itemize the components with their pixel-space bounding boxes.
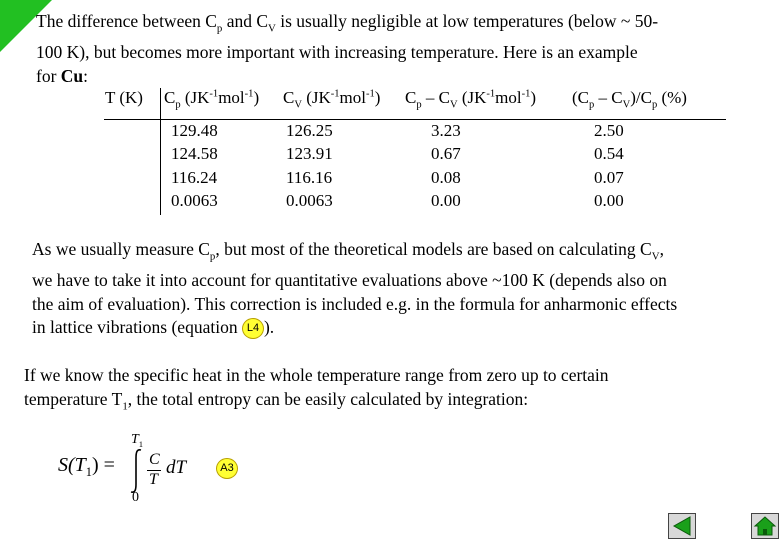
lower-limit: 0 [132,490,139,505]
row2-cv: 123.91 [286,144,333,163]
header-t: T (K) [105,88,143,107]
row1-cp: 129.48 [171,121,218,140]
row3-ratio: 0.07 [594,168,624,187]
row3-cv: 116.16 [286,168,333,187]
row1-diff: 3.23 [431,121,461,140]
row4-ratio: 0.00 [594,191,624,210]
equation-link-a3[interactable]: A3 [216,458,238,479]
header-ratio: $(C_p - C_V)/C_p$ (%) [572,88,687,111]
entropy-formula [58,432,234,512]
row2-diff: 0.67 [431,144,461,163]
header-rule [104,119,726,120]
row1-cv: 126.25 [286,121,333,140]
left-arrow-icon [669,514,695,538]
home-button[interactable] [751,513,779,539]
fraction-denominator: T [149,471,158,488]
equation-link-l4[interactable]: L4 [242,318,264,339]
header-diff: $C_p - C_V$ $(JK^{-1}mol^{-1})$ [405,88,537,111]
correction-paragraph: As we usually measure $C_p$, but most of the theoretical models are based on calculating $C_V$, we have to take it into account for quantitative evaluations above ~100 K (depends also on the aim of evaluation). This correction is included e.g. in the formula for anharmonic effects in lattice vibrations (equation L4 ). [32,238,777,340]
home-icon [752,514,778,538]
row2-ratio: 0.54 [594,144,624,163]
upper-limit: $T_1$ [131,432,144,449]
entropy-paragraph: If we know the specific heat in the whole temperature range from zero up to certain temperature $T_1$, the total entropy can be easily calculated by integration: [24,365,609,412]
column-rule [160,88,161,215]
integral-sign [128,448,144,494]
row2-cp: 124.58 [171,144,218,163]
differential: dT [166,457,187,478]
row3-cp: 116.24 [171,168,218,187]
prev-slide-button[interactable] [668,513,696,539]
formula-lhs: $S(T_1)$ = [58,454,115,479]
fraction-numerator: C [149,451,160,468]
row4-cp: 0.0063 [171,191,218,210]
intro-paragraph: The difference between $C_p$ and $C_V$ is usually negligible at low temperatures (below ~ 50- 100 K), but becomes more important with increasing temperature. Here is an example for Cu: [36,11,659,86]
row4-cv: 0.0063 [286,191,333,210]
header-cp: $C_p$ $(JK^{-1}mol^{-1})$ [164,88,260,111]
row3-diff: 0.08 [431,168,461,187]
row4-diff: 0.00 [431,191,461,210]
header-cv: $C_V$ $(JK^{-1}mol^{-1})$ [283,88,381,111]
row1-ratio: 2.50 [594,121,624,140]
